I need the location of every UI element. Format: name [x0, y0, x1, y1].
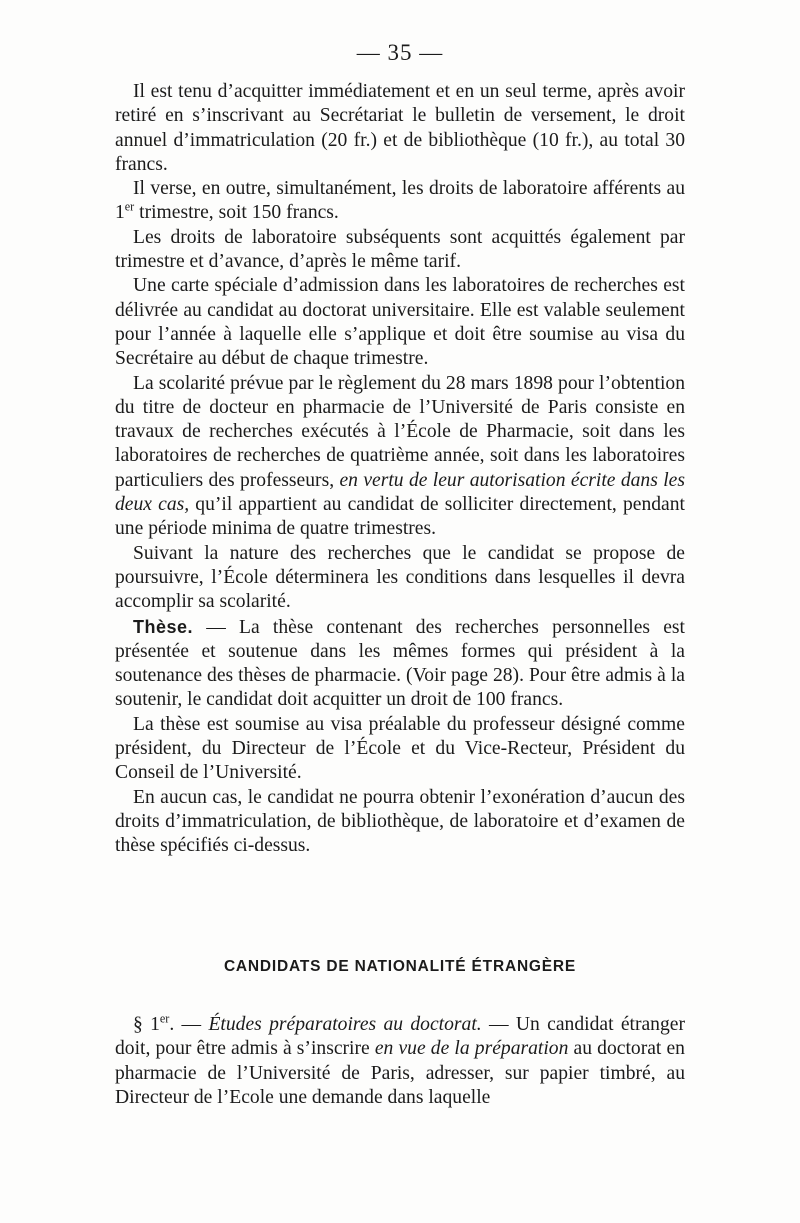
section-italic-phrase: en vue de la préparation [374, 1038, 569, 1060]
paragraph-lab-fees [115, 177, 685, 226]
paragraph-research-conditions: Suivant la nature des recherches que le candidat se propose de poursuivre, l’École déterminera les conditions dans lesquelles il devra accomplir sa scolarité. [115, 542, 685, 613]
paragraph-subsequent-fees: Les droits de laboratoire subséquents sont acquittés également par trimestre et d’avance, d’après le même tarif. [115, 226, 685, 273]
section-ordinal-suffix: er [159, 1011, 170, 1026]
paragraph-scolarite-end: qu’il appartient au candidat de solliciter directement, pendant une période minima de quatre trimestres. [115, 494, 685, 540]
section-mark-dash: . — [169, 1014, 209, 1035]
main-text [115, 80, 685, 859]
paragraph-scolarite-italic: en vertu de leur autorisation écrite dans les deux cas, [115, 469, 685, 516]
ordinal-suffix: er [124, 199, 135, 214]
paragraph-these-visa: La thèse est soumise au visa préalable du professeur désigné comme président, du Directeur de l’École et du Vice-Recteur, Président du Conseil de l’Université. [115, 713, 685, 784]
section-text-1: — Un candidat étranger doit, pour être admis à s’inscrire [115, 1014, 686, 1060]
paragraph-scolarite-start: La scolarité prévue par le règlement du 28 mars 1898 pour l’obtention du titre de docteur en pharmacie de l’Université de Paris consiste en travaux de recherches exécutés à l’École de Pharmacie, soit dans les laboratoires de recherches de quatrième année, soit dans les laboratoires particuliers des professeurs, [115, 372, 685, 491]
paragraph-lab-fees-start: Il verse, en outre, simultanément, les droits de laboratoire afférents au 1 [115, 178, 685, 224]
paragraph-these-text: — La thèse contenant des recherches personnelles est présentée et soutenue dans les mêmes formes qui président à la soutenance des thèses de pharmacie. (Voir page 28). Pour être admis à la soutenir, le candidat doit acquitter un droit de 100 francs. [115, 616, 685, 711]
section-subtitle: Études préparatoires au doctorat. [208, 1014, 482, 1035]
section-heading: CANDIDATS DE NATIONALITÉ ÉTRANGÈRE [223, 958, 577, 975]
paragraph-fees: Il est tenu d’acquitter immédiatement et en un seul terme, après avoir retiré en s’inscrivant au Secrétariat le bulletin de versement, le droit annuel d’immatriculation (20 fr.) et de bibliothèque (10 fr.), au total 30 francs. [115, 81, 685, 175]
paragraph-these [115, 615, 685, 713]
paragraph-admission-card: Une carte spéciale d’admission dans les laboratoires de recherches est délivrée au candidat au doctorat universitaire. Elle est valable seulement pour l’année à laquelle elle s’applique et doit être soumise au visa du Secrétaire au début de chaque trimestre. [115, 275, 685, 370]
paragraph-foreign-candidates [115, 1013, 685, 1110]
page-number: — 35 — [356, 40, 444, 65]
these-label: Thèse. [133, 616, 194, 637]
paragraph-scolarite [115, 372, 685, 542]
section-body [115, 1013, 685, 1110]
section-text-2: au doctorat en pharmacie de l’Université de Paris, adresser, sur papier timbré, au Directeur de l’Ecole une demande dans laquelle [115, 1038, 685, 1108]
paragraph-lab-fees-end: trimestre, soit 150 francs. [134, 202, 339, 224]
section-mark: § 1 [133, 1014, 160, 1035]
paragraph-exoneration: En aucun cas, le candidat ne pourra obtenir l’exonération d’aucun des droits d’immatriculation, de bibliothèque, de laboratoire et d’examen de thèse spécifiés ci-dessus. [115, 786, 685, 857]
